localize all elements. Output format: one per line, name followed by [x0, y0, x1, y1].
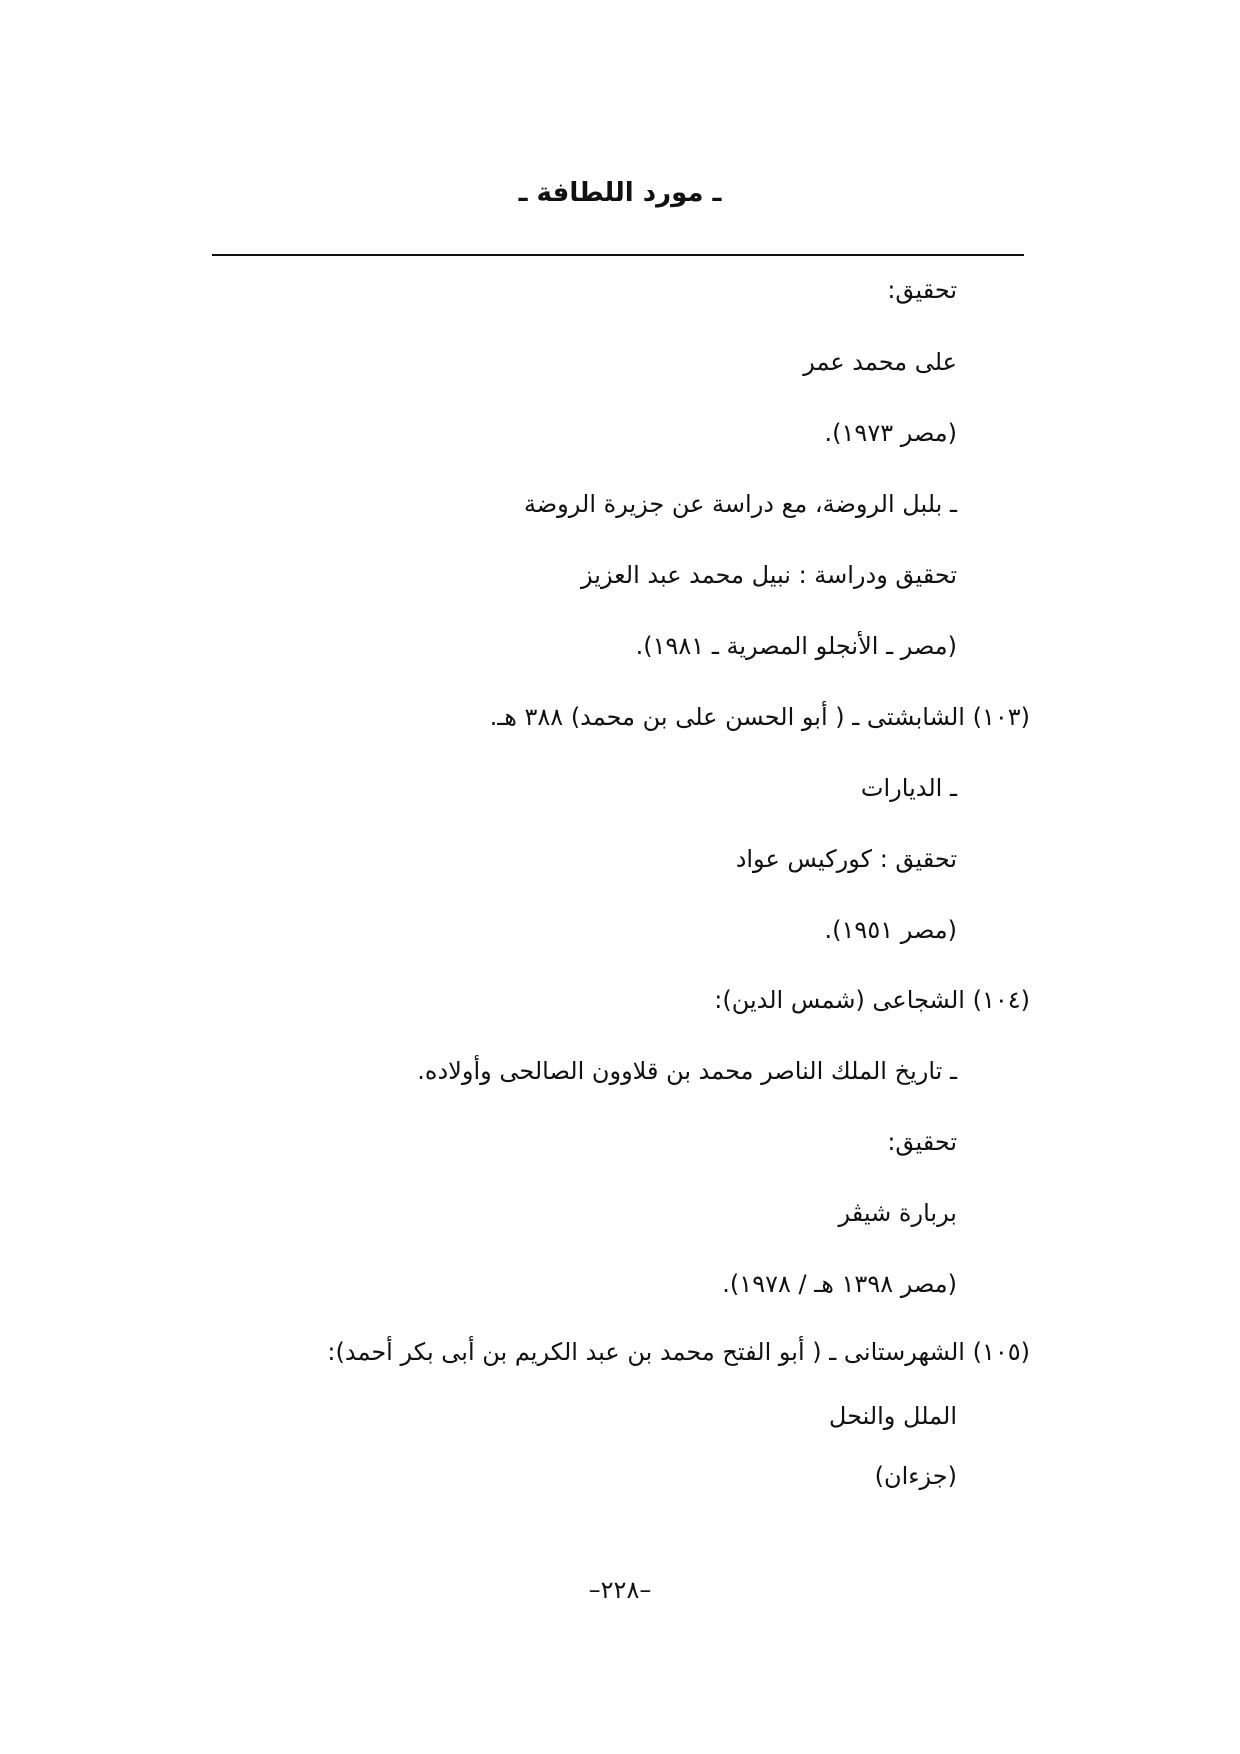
entry-heading: (١٠٤) الشجاعى (شمس الدين): — [714, 986, 1030, 1014]
text-line: على محمد عمر — [803, 348, 957, 376]
text-line: تحقيق: — [887, 276, 957, 304]
text-line: بربارة شيڤر — [838, 1199, 957, 1227]
text-line: تحقيق: — [887, 1128, 957, 1156]
text-line: ـ بلبل الروضة، مع دراسة عن جزيرة الروضة — [523, 490, 957, 518]
text-line: (مصر ـ الأنجلو المصرية ـ ١٩٨١). — [635, 632, 957, 660]
text-line: الملل والنحل — [828, 1402, 957, 1430]
page-number: –٢٢٨– — [588, 1576, 652, 1604]
text-line: تحقيق ودراسة : نبيل محمد عبد العزيز — [581, 561, 957, 589]
entry-heading: (١٠٥) الشهرستانى ـ ( أبو الفتح محمد بن عبد الكريم بن أبى بكر أحمد): — [327, 1338, 1030, 1366]
header-divider — [212, 254, 1024, 256]
text-line: (مصر ١٣٩٨ هـ / ١٩٧٨). — [722, 1270, 957, 1298]
text-line: ـ تاريخ الملك الناصر محمد بن قلاوون الصالحى وأولاده. — [417, 1057, 957, 1085]
entry-heading: (١٠٣) الشابشتى ـ ( أبو الحسن على بن محمد) ٣٨٨ هـ. — [489, 703, 1030, 731]
text-line: (جزءان) — [874, 1462, 957, 1490]
text-line: تحقيق : كوركيس عواد — [735, 845, 957, 873]
text-line: ـ الديارات — [860, 774, 957, 802]
text-line: (مصر ١٩٥١). — [824, 916, 957, 944]
text-line: (مصر ١٩٧٣). — [824, 419, 957, 447]
running-header-title: ـ مورد اللطافة ـ — [518, 178, 722, 208]
